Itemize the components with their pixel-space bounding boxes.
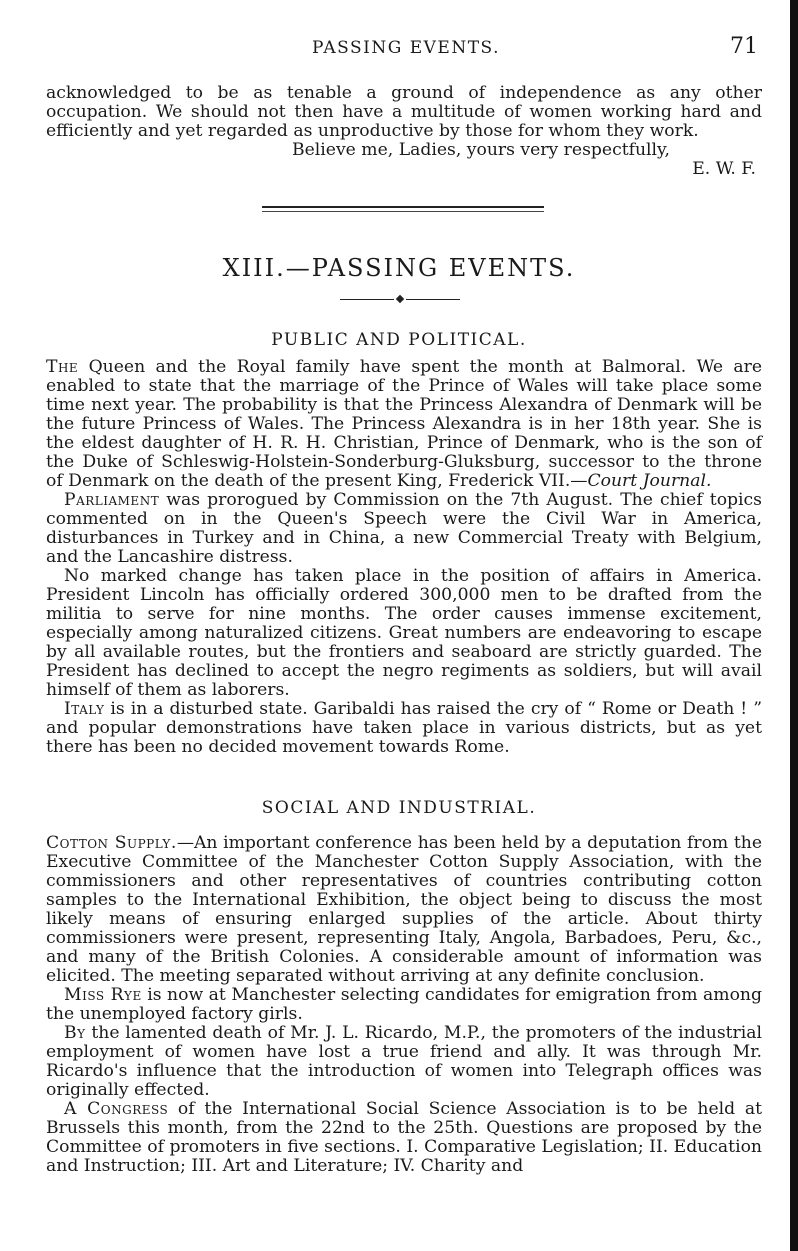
social-industrial-section — [46, 834, 762, 1176]
paragraph-congress — [46, 1100, 762, 1176]
letter-end — [46, 84, 762, 179]
paragraph-text: is now at Manchester selecting candidates for emigration from among the unemployed factory girls. — [46, 985, 762, 1024]
paragraph-text: Queen and the Royal family have spent the month at Balmoral. We are enabled to state that the marriage of the Prince of Wales will take place some time next year. The probability is that the Princess Alexandra of Denmark will be the future Princess of Wales. The Princess Alexandra is in her 18th year. She is the eldest daughter of H. R. H. Christian, Prince of Denmark, who is the son of the Duke of Schleswig-Holstein-Sonderburg-Gluksburg, successor to the throne of Denmark on the death of the present King, Frederick VII.— — [46, 357, 762, 491]
public-political-section — [46, 358, 762, 757]
ornament-line-right — [406, 299, 460, 300]
paragraph-cotton-supply — [46, 834, 762, 986]
ornament-line-left — [340, 299, 394, 300]
paragraph-america — [46, 567, 762, 700]
letter-closing: Believe me, Ladies, yours very respectfully, — [292, 140, 670, 160]
ornament-diamond — [396, 295, 404, 303]
ornament-divider — [340, 298, 460, 302]
paragraph-text: was prorogued by Commission on the 7th August. The chief topics commented on in the Queen's Speech were the Civil War in America, disturbances in Turkey and in China, a new Commercial Treaty with Belgium, and the Lancashire distress. — [46, 490, 762, 567]
paragraph-text: is in a disturbed state. Garibaldi has raised the cry of “ Rome or Death ! ” and popular demonstrations have taken place in various districts, but as yet there has been no decided movement towards Rome. — [46, 699, 762, 757]
paragraph-italy — [46, 700, 762, 757]
paragraph-lead: By — [64, 1023, 86, 1043]
paragraph-lead: The — [46, 357, 79, 377]
paragraph-ricardo — [46, 1024, 762, 1100]
paragraph-lead: Miss Rye — [64, 985, 142, 1005]
paragraph-lead: Cotton Supply. — [46, 833, 177, 853]
paragraph-text: of the International Social Science Association is to be held at Brussels this month, from the 22nd to the 25th. Questions are proposed by the Committee of promoters in five sections. I. Comparative Legislation; II. Education and Instruction; III. Art and Literature; IV. Charity and — [46, 1099, 762, 1176]
paragraph-queen — [46, 358, 762, 491]
letter-signature: E. W. F. — [692, 159, 756, 179]
page-number: 71 — [730, 34, 758, 59]
divider-rule-thin — [262, 211, 544, 212]
paragraph-text: No marked change has taken place in the position of affairs in America. President Lincoln has officially ordered 300,000 men to be drafted from the militia to serve for nine months. The order causes immense excitement, especially among naturalized citizens. Great numbers are endeavoring to escape by all available routes, but the frontiers and seaboard are strictly guarded. The President has declined to accept the negro regiments as soldiers, but will avail himself of them as laborers. — [46, 566, 762, 700]
paragraph-lead: A Congress — [64, 1099, 169, 1119]
running-head — [0, 34, 798, 64]
section-title: XIII.—PASSING EVENTS. — [222, 254, 576, 282]
paragraph-text: the lamented death of Mr. J. L. Ricardo, M.P., the promoters of the industrial employment of women have lost a true friend and ally. It was through Mr. Ricardo's influence that the introduction of women into Telegraph offices was originally effected. — [46, 1023, 762, 1100]
paragraph-parliament — [46, 491, 762, 567]
page-edge-bar — [790, 0, 798, 1251]
social-industrial-heading: SOCIAL AND INDUSTRIAL. — [261, 798, 537, 818]
paragraph-text: —An important conference has been held by a deputation from the Executive Committee of the Manchester Cotton Supply Association, with the commissioners and other representatives of countries contributing cotton samples to the International Exhibition, the object being to discuss the most likely means of ensuring enlarged supplies of the article. About thirty commissioners were present, representing Italy, Angola, Barbadoes, Peru, &c., and many of the British Colonies. A considerable amount of information was elicited. The meeting separated without arriving at any definite conclusion. — [46, 833, 763, 986]
divider-rule — [262, 206, 544, 208]
paragraph-lead: Italy — [64, 699, 105, 719]
running-title: PASSING EVENTS. — [312, 38, 500, 58]
letter-end-text: acknowledged to be as tenable a ground of independence as any other occupation. We should not then have a multitude of women working hard and efficiently and yet regarded as unproductive by those for whom they work. — [46, 83, 762, 141]
paragraph-miss-rye — [46, 986, 762, 1024]
public-political-heading: PUBLIC AND POLITICAL. — [271, 330, 527, 350]
paragraph-lead: Parliament — [64, 490, 160, 510]
paragraph-source: Court Journal. — [587, 471, 712, 491]
